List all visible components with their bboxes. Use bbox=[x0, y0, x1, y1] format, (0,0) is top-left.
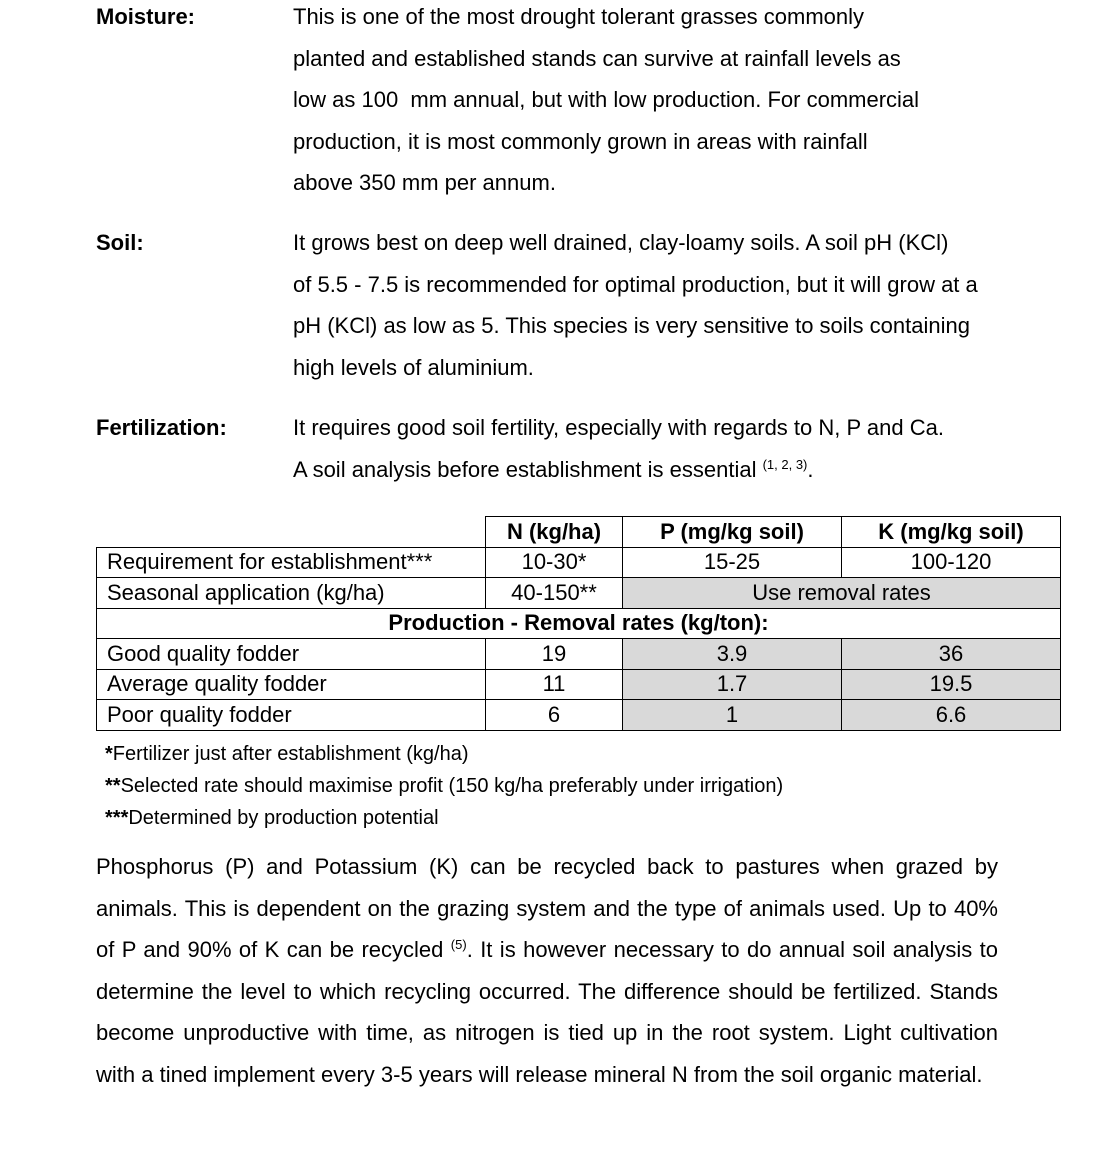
paragraph-text: Phosphorus (P) and Potassium (K) can be recycled back to pastures when grazed by animals. This is dependent on the grazing system and the type of animals used. Up to 40% of P and 90% of K can be recycled bbox=[96, 854, 998, 962]
footnote-marker: *** bbox=[105, 807, 129, 829]
row-label: Seasonal application (kg/ha) bbox=[97, 578, 486, 609]
footnote bbox=[105, 738, 783, 770]
row-label: Requirement for establishment*** bbox=[97, 547, 486, 578]
header-n: N (kg/ha) bbox=[486, 517, 623, 548]
paragraph-text: . It is however necessary to do annual soil analysis to determine the level to which recycling occurred. The difference should be fertilized. Stands become unproductive with time, as nitrogen is tied up in the root system. Light cultivation with a tined implement every 3-5 years will release mineral N from the soil organic material. bbox=[96, 937, 998, 1087]
fertilizer-table bbox=[96, 516, 1061, 731]
cell-p: 3.9 bbox=[623, 639, 842, 670]
table-corner-cell bbox=[97, 517, 486, 548]
cell-k: 36 bbox=[842, 639, 1061, 670]
table-row bbox=[97, 669, 1061, 700]
cell-p: 1 bbox=[623, 700, 842, 731]
soil-label: Soil: bbox=[96, 230, 144, 255]
cell-p: 1.7 bbox=[623, 669, 842, 700]
cell-n: 10-30* bbox=[486, 547, 623, 578]
moisture-line: This is one of the most drought tolerant grasses commonly bbox=[293, 4, 865, 29]
table-header-row bbox=[97, 517, 1061, 548]
cell-n: 19 bbox=[486, 639, 623, 670]
footnote-text: Determined by production potential bbox=[128, 807, 439, 829]
cell-n: 11 bbox=[486, 669, 623, 700]
soil-text bbox=[293, 222, 1053, 388]
header-p: P (mg/kg soil) bbox=[623, 517, 842, 548]
cell-n: 40-150** bbox=[486, 578, 623, 609]
soil-line: It grows best on deep well drained, clay-loamy soils. A soil pH (KCl) bbox=[293, 230, 949, 255]
row-label: Average quality fodder bbox=[97, 669, 486, 700]
period: . bbox=[807, 456, 814, 482]
footnote-text: Selected rate should maximise profit (150 kg/ha preferably under irrigation) bbox=[120, 775, 784, 797]
footnote-marker: ** bbox=[105, 775, 121, 797]
table-footnotes bbox=[105, 738, 783, 834]
table-section-row bbox=[97, 608, 1061, 639]
table-row bbox=[97, 700, 1061, 731]
footnote bbox=[105, 802, 783, 834]
moisture-line: above 350 mm per annum. bbox=[293, 170, 556, 195]
recycling-paragraph bbox=[96, 846, 998, 1095]
cell-k: 19.5 bbox=[842, 669, 1061, 700]
fertilization-line: It requires good soil fertility, especially with regards to N, P and Ca. bbox=[293, 415, 944, 440]
cell-p: 15-25 bbox=[623, 547, 842, 578]
moisture-line: planted and established stands can survive at rainfall levels as bbox=[293, 45, 901, 71]
fertilization-text bbox=[293, 407, 1053, 490]
header-k: K (mg/kg soil) bbox=[842, 517, 1061, 548]
cell-n: 6 bbox=[486, 700, 623, 731]
moisture-label: Moisture: bbox=[96, 4, 195, 29]
cell-k: 100-120 bbox=[842, 547, 1061, 578]
footnote-text: Fertilizer just after establishment (kg/ha) bbox=[112, 743, 469, 765]
fertilization-line bbox=[293, 449, 1053, 491]
soil-line: high levels of aluminium. bbox=[293, 354, 534, 380]
soil-line: of 5.5 - 7.5 is recommended for optimal production, but it will grow at a bbox=[293, 271, 978, 297]
table-section-title: Production - Removal rates (kg/ton): bbox=[97, 608, 1061, 639]
table-row bbox=[97, 547, 1061, 578]
reference-superscript: (1, 2, 3) bbox=[762, 456, 808, 472]
table-row bbox=[97, 578, 1061, 609]
moisture-text bbox=[293, 0, 1053, 204]
footnote-marker: * bbox=[105, 743, 113, 765]
moisture-line: production, it is most commonly grown in areas with rainfall bbox=[293, 128, 868, 154]
fertilization-line-text: A soil analysis before establishment is essential bbox=[293, 456, 763, 482]
reference-superscript: (5) bbox=[450, 937, 467, 952]
table-row bbox=[97, 639, 1061, 670]
soil-line: pH (KCl) as low as 5. This species is very sensitive to soils containing bbox=[293, 313, 970, 338]
row-label: Poor quality fodder bbox=[97, 700, 486, 731]
row-label: Good quality fodder bbox=[97, 639, 486, 670]
fertilization-label: Fertilization: bbox=[96, 415, 227, 440]
footnote bbox=[105, 770, 783, 802]
cell-k: 6.6 bbox=[842, 700, 1061, 731]
moisture-line: low as 100 mm annual, but with low production. For commercial bbox=[293, 87, 920, 112]
cell-pk-merged: Use removal rates bbox=[623, 578, 1061, 609]
